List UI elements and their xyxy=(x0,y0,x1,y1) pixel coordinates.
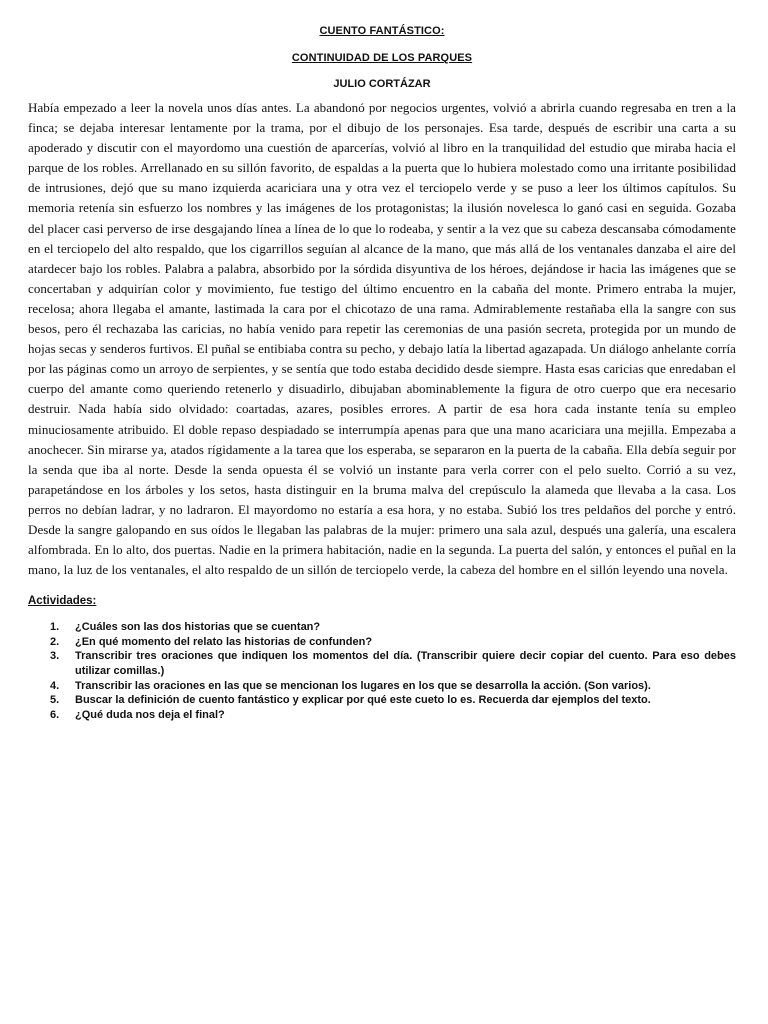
activity-number: 1. xyxy=(50,621,60,634)
activity-number: 2. xyxy=(50,635,60,648)
story-text: Había empezado a leer la novela unos días antes. La abandonó por negocios urgentes, volvió a abrirla cuando regresaba en tren a la finca; se dejaba interesar lentamente por la trama, por el dibujo de los personajes. Esa tarde, después de escribir una carta a su apoderado y discutir con el mayordomo una cuestión de aparcerías, volvió al libro en la tranquilidad del estudio que miraba hacia el parque de los robles. Arrellanado en su sillón favorito, de espaldas a la puerta que lo hubiera molestado como una irritante posibilidad de intrusiones, dejó que su mano izquierda acariciara una y otra vez el terciopelo verde y se puso a leer los últimos capítulos. Su memoria retenía sin esfuerzo los nombres y las imágenes de los protagonistas; la ilusión novelesca lo ganó casi en seguida. Gozaba del placer casi perverso de irse desgajando línea a línea de lo que lo rodeaba, y sentir a la vez que su cabeza descansaba cómodamente en el terciopelo del alto respaldo, que los cigarrillos seguían al alcance de la mano, que más allá de los ventanales danzaba el aire del atardecer bajo los robles. Palabra a palabra, absorbido por la sórdida disyuntiva de los héroes, dejándose ir hacia las imágenes que se concertaban y adquirían color y movimiento, fue testigo del último encuentro en la cabaña del monte. Primero entraba la mujer, recelosa; ahora llegaba el amante, lastimada la cara por el chicotazo de una rama. Admirablemente restañaba ella la sangre con sus besos, pero él rechazaba las caricias, no había venido para repetir las ceremonias de una pasión secreta, protegida por un mundo de hojas secas y senderos furtivos. El puñal se entibiaba contra su pecho, y debajo latía la libertad agazapada. Un diálogo anhelante corría por las páginas como un arroyo de serpientes, y se sentía que todo estaba decidido desde siempre. Hasta esas caricias que enredaban el cuerpo del amante como queriendo retenerlo y disuadirlo, dibujaban abominablemente la figura de otro cuerpo que era necesario destruir. Nada había sido olvidado: coartadas, azares, posibles errores. A partir de esa hora cada instante tenía su empleo minuciosamente atribuido. El doble repaso despiadado se interrumpía apenas para que una mano acariciara una mejilla. Empezaba a anochecer. Sin mirarse ya, atados rígidamente a la tarea que los esperaba, se separaron en la puerta de la cabaña. Ella debía seguir por la senda que iba al norte. Desde la senda opuesta él se volvió un instante para verla correr con el pelo suelto. Corrió a su vez, parapetándose en los árboles y los setos, hasta distinguir en la bruma malva del crepúsculo la alameda que llevaba a la casa. Los perros no debían ladrar, y no ladraron. El mayordomo no estaría a esa hora, y no estaba. Subió los tres peldaños del porche y entró. Desde la sangre galopando en sus oídos le llegaban las palabras de la mujer: primero una sala azul, después una galería, una escalera alfombrada. En lo alto, dos puertas. Nadie en la primera habitación, nadie en la segunda. La puerta del salón, y entonces el puñal en la mano, la luz de los ventanales, el alto respaldo de un sillón de terciopelo verde, la cabeza del hombre en el sillón leyendo una novela. xyxy=(28,100,736,578)
activity-item xyxy=(28,708,736,723)
activity-number: 5. xyxy=(50,694,60,707)
document-title: CUENTO FANTÁSTICO: xyxy=(319,25,445,37)
activity-text: ¿Cuáles son las dos historias que se cuentan? xyxy=(75,621,321,634)
activity-text: ¿Qué duda nos deja el final? xyxy=(75,708,225,721)
activity-item xyxy=(28,679,736,694)
activity-item xyxy=(28,635,736,650)
activity-item xyxy=(28,620,736,635)
story-title: CONTINUIDAD DE LOS PARQUES xyxy=(291,52,473,64)
author-name: JULIO CORTÁZAR xyxy=(333,78,431,90)
activities-heading: Actividades: xyxy=(28,595,97,608)
activity-text: Transcribir las oraciones en las que se mencionan los lugares en los que se desarrolla la acción. (Son varios). xyxy=(75,679,651,692)
activity-number: 6. xyxy=(50,708,60,721)
activity-item xyxy=(28,649,736,678)
activity-item xyxy=(28,693,736,708)
activity-text: Transcribir tres oraciones que indiquen los momentos del día. (Transcribir quiere decir copiar del cuento. Para eso debes utilizar comillas.) xyxy=(75,650,736,678)
document-page xyxy=(28,25,736,722)
activity-text: Buscar la definición de cuento fantástico y explicar por qué este cueto lo es. Recuerda dar ejemplos del texto. xyxy=(75,694,651,707)
activity-number: 4. xyxy=(50,679,60,692)
activity-number: 3. xyxy=(50,650,60,663)
activities-list xyxy=(28,620,736,722)
activity-text: ¿En qué momento del relato las historias de confunden? xyxy=(75,635,373,648)
